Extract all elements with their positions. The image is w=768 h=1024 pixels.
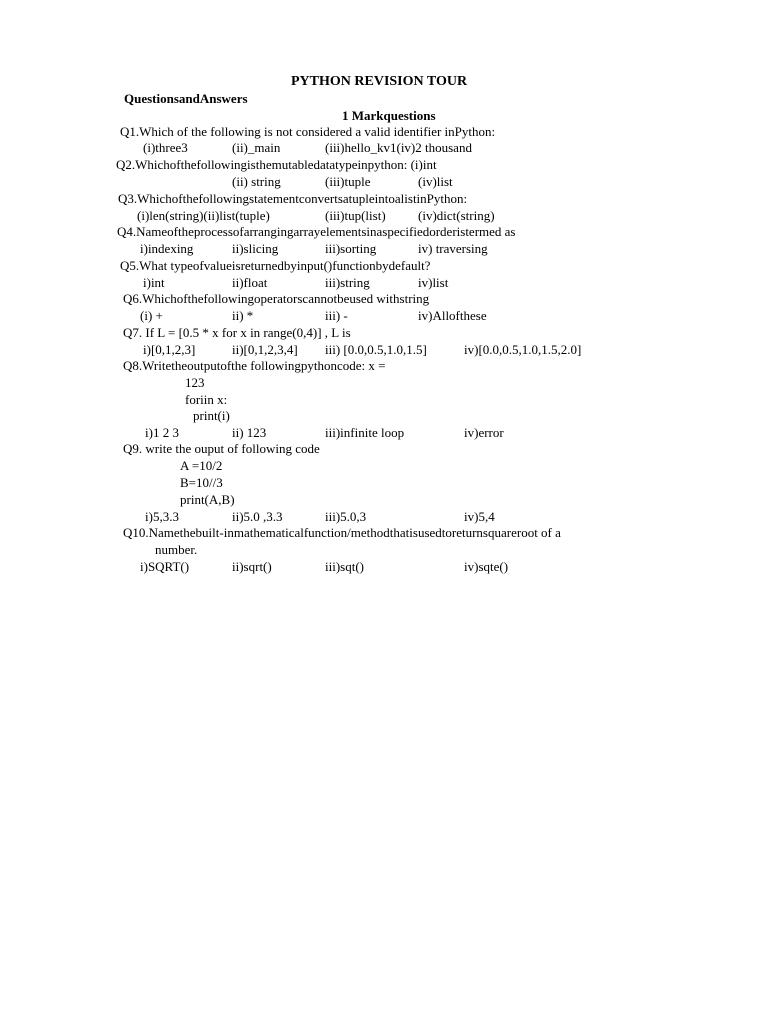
q9-option-3: iii)5.0,3 [325, 509, 367, 524]
q3-option-4: (iv)dict(string) [418, 208, 495, 223]
question-4: Q4.Nameoftheprocessofarrangingarrayelementsinaspecifiedorderistermed as [117, 224, 516, 239]
q8-code-line-3: print(i) [193, 408, 230, 423]
q8-option-4: iv)error [464, 425, 504, 440]
q8-option-1: i)1 2 3 [145, 425, 179, 440]
q4-option-4: iv) traversing [418, 241, 488, 256]
question-5: Q5.What typeofvalueisreturnedbyinput()functionbydefault? [120, 258, 431, 273]
question-8: Q8.Writetheoutputofthe followingpythoncode: x = [123, 358, 386, 373]
q7-option-4: iv)[0.0,0.5,1.0,1.5,2.0] [464, 342, 582, 357]
question-10-continued: number. [155, 542, 198, 557]
q5-option-4: iv)list [418, 275, 449, 290]
q2-option-2: (ii) string [232, 174, 281, 189]
question-3: Q3.WhichofthefollowingstatementconvertsatupleintoalistinPython: [118, 191, 468, 206]
q1-option-3: (iii)hello_kv1(iv)2 thousand [325, 140, 472, 155]
q6-option-2: ii) * [232, 308, 254, 323]
q6-option-1: (i) + [140, 308, 163, 323]
q7-option-3: iii) [0.0,0.5,1.0,1.5] [325, 342, 427, 357]
q2-option-4: (iv)list [418, 174, 453, 189]
q9-option-1: i)5,3.3 [145, 509, 179, 524]
q5-option-3: iii)string [325, 275, 370, 290]
q6-option-3: iii) - [325, 308, 348, 323]
q2-option-3: (iii)tuple [325, 174, 371, 189]
q10-option-3: iii)sqt() [325, 559, 364, 574]
q8-code-line-1: 123 [185, 375, 205, 390]
question-9: Q9. write the ouput of following code [123, 441, 320, 456]
q4-option-1: i)indexing [140, 241, 194, 256]
q9-code-line-2: B=10//3 [180, 475, 223, 490]
q8-option-3: iii)infinite loop [325, 425, 405, 440]
question-10: Q10.Namethebuilt-inmathematicalfunction/methodthatisusedtoreturnsquareroot of a [123, 525, 561, 540]
page-title: PYTHON REVISION TOUR [291, 74, 468, 89]
q10-option-1: i)SQRT() [140, 559, 190, 574]
question-1: Q1.Which of the following is not considered a valid identifier inPython: [120, 124, 496, 139]
q5-option-1: i)int [143, 275, 165, 290]
q9-code-line-3: print(A,B) [180, 492, 235, 507]
q4-option-3: iii)sorting [325, 241, 377, 256]
q1-option-1: (i)three3 [143, 140, 188, 155]
q10-option-2: ii)sqrt() [232, 559, 272, 574]
q5-option-2: ii)float [232, 275, 268, 290]
q7-option-2: ii)[0,1,2,3,4] [232, 342, 298, 357]
q9-option-2: ii)5.0 ,3.3 [232, 509, 283, 524]
q9-code-line-1: A =10/2 [180, 458, 223, 473]
q3-option-1-2: (i)len(string)(ii)list(tuple) [137, 208, 270, 223]
page-subtitle: QuestionsandAnswers [124, 91, 248, 106]
q10-option-4: iv)sqte() [464, 559, 509, 574]
section-heading: 1 Markquestions [342, 108, 436, 123]
q8-code-line-2: foriin x: [185, 392, 228, 407]
q7-option-1: i)[0,1,2,3] [143, 342, 196, 357]
question-6: Q6.Whichofthefollowingoperatorscannotbeused withstring [123, 291, 430, 306]
q1-option-2: (ii)_main [232, 140, 281, 155]
q8-option-2: ii) 123 [232, 425, 267, 440]
q9-option-4: iv)5,4 [464, 509, 495, 524]
q4-option-2: ii)slicing [232, 241, 279, 256]
q3-option-3: (iii)tup(list) [325, 208, 386, 223]
question-2: Q2.Whichofthefollowingisthemutabledatatypeinpython: (i)int [116, 157, 437, 172]
q6-option-4: iv)Allofthese [418, 308, 487, 323]
question-7: Q7. If L = [0.5 * x for x in range(0,4)] , L is [123, 325, 351, 340]
